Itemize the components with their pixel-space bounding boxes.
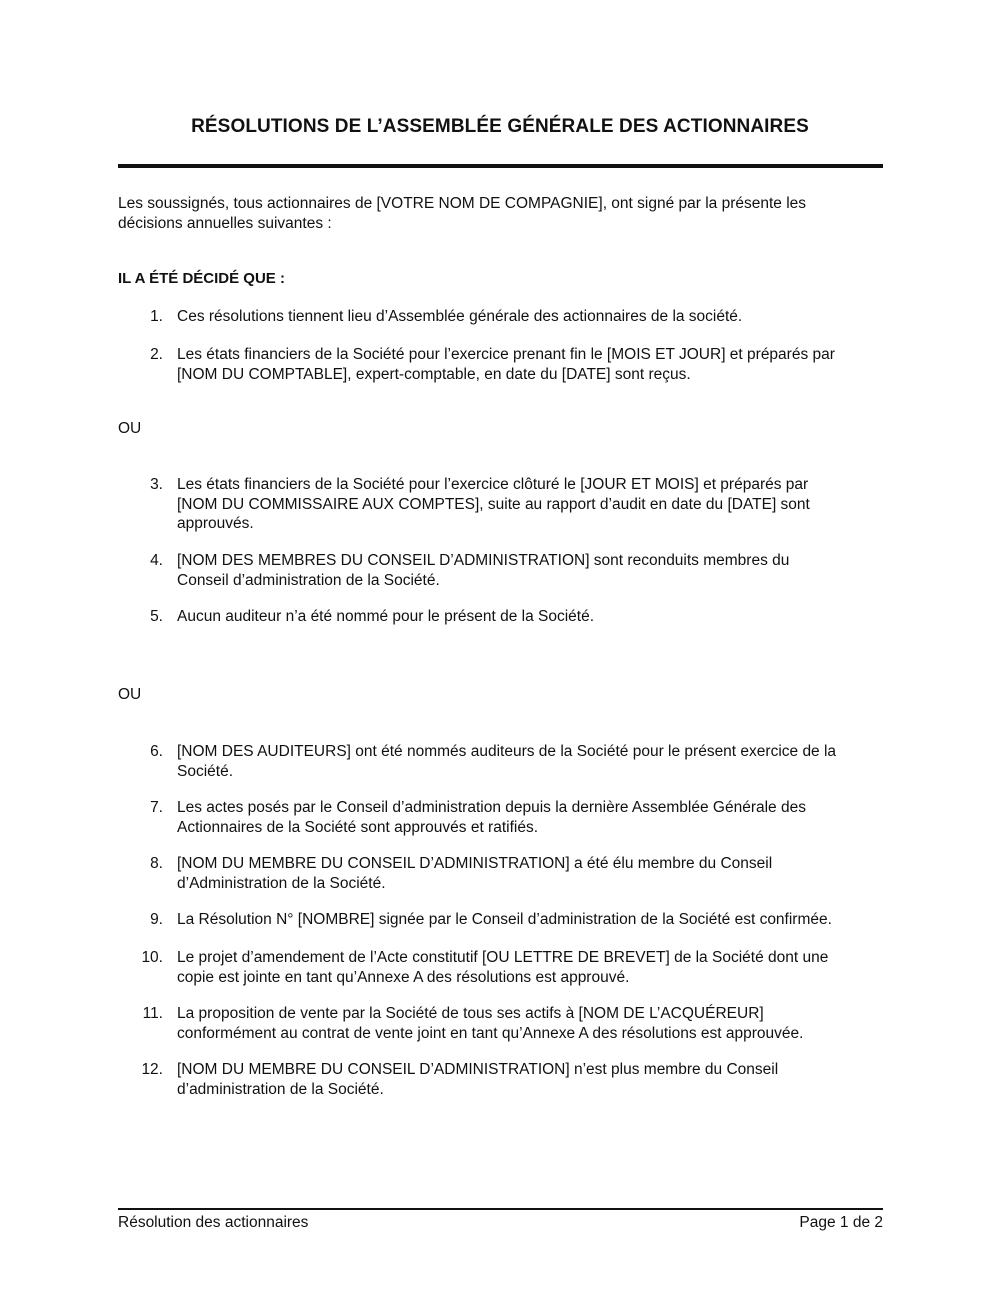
footer-divider — [118, 1208, 883, 1210]
item-number: 7. — [150, 799, 163, 816]
item-number: 3. — [150, 476, 163, 493]
item-line: Ces résolutions tiennent lieu d’Assemblée générale des actionnaires de la société. — [177, 308, 743, 325]
item-line: Les états financiers de la Société pour l’exercice prenant fin le [MOIS ET JOUR] et préparés par — [177, 346, 835, 363]
footer-document-name: Résolution des actionnaires — [118, 1214, 309, 1231]
item-number: 10. — [141, 949, 163, 966]
item-line: Les actes posés par le Conseil d’administration depuis la dernière Assemblée Générale des — [177, 799, 806, 816]
item-line: Actionnaires de la Société sont approuvés et ratifiés. — [177, 818, 539, 836]
item-number: 12. — [141, 1061, 163, 1078]
item-line: Conseil d’administration de la Société. — [177, 571, 440, 589]
item-line: [NOM DU MEMBRE DU CONSEIL D’ADMINISTRATION] n’est plus membre du Conseil — [177, 1061, 779, 1078]
item-number: 6. — [150, 743, 163, 760]
item-line: [NOM DU COMMISSAIRE AUX COMPTES], suite au rapport d’audit en date du [DATE] sont — [177, 495, 810, 513]
or-separator: OU — [118, 686, 142, 703]
intro-paragraph — [118, 194, 888, 233]
section-heading: IL A ÉTÉ DÉCIDÉ QUE : — [118, 270, 285, 287]
item-line: [NOM DU MEMBRE DU CONSEIL D’ADMINISTRATION] a été élu membre du Conseil — [177, 855, 773, 872]
footer-page-number: Page 1 de 2 — [799, 1214, 883, 1231]
item-number: 4. — [150, 552, 163, 569]
item-line: La Résolution N° [NOMBRE] signée par le Conseil d’administration de la Société est confirmée. — [177, 911, 832, 928]
document-title: RÉSOLUTIONS DE L’ASSEMBLÉE GÉNÉRALE DES ACTIONNAIRES — [191, 116, 809, 137]
intro-line: Les soussignés, tous actionnaires de [VOTRE NOM DE COMPAGNIE], ont signé par la présente les — [118, 195, 807, 212]
item-line: Aucun auditeur n’a été nommé pour le présent de la Société. — [177, 608, 595, 625]
item-line: approuvés. — [177, 515, 254, 532]
item-line: La proposition de vente par la Société de tous ses actifs à [NOM DE L’ACQUÉREUR] — [177, 1005, 764, 1022]
item-line: Les états financiers de la Société pour l’exercice clôturé le [JOUR ET MOIS] et préparés par — [177, 476, 809, 493]
item-number: 9. — [150, 911, 163, 928]
item-number: 11. — [142, 1005, 163, 1022]
or-separator: OU — [118, 420, 142, 437]
title-divider — [118, 164, 883, 168]
item-line: Le projet d’amendement de l’Acte constitutif [OU LETTRE DE BREVET] de la Société dont une — [177, 949, 829, 966]
item-number: 8. — [150, 855, 163, 872]
item-line: [NOM DES AUDITEURS] ont été nommés auditeurs de la Société pour le présent exercice de la — [177, 743, 837, 760]
item-line: Société. — [177, 762, 234, 780]
item-line: d’Administration de la Société. — [177, 874, 386, 892]
item-line: copie est jointe en tant qu’Annexe A des résolutions est approuvé. — [177, 968, 630, 986]
item-number: 2. — [150, 346, 163, 363]
item-line: [NOM DES MEMBRES DU CONSEIL D’ADMINISTRATION] sont reconduits membres du — [177, 552, 790, 569]
intro-line: décisions annuelles suivantes : — [118, 214, 332, 232]
item-line: conformément au contrat de vente joint en tant qu’Annexe A des résolutions est approuvée. — [177, 1024, 804, 1042]
item-number: 5. — [150, 608, 163, 625]
item-line: [NOM DU COMPTABLE], expert-comptable, en date du [DATE] sont reçus. — [177, 365, 691, 383]
item-number: 1. — [150, 308, 163, 325]
item-line: d’administration de la Société. — [177, 1080, 384, 1098]
